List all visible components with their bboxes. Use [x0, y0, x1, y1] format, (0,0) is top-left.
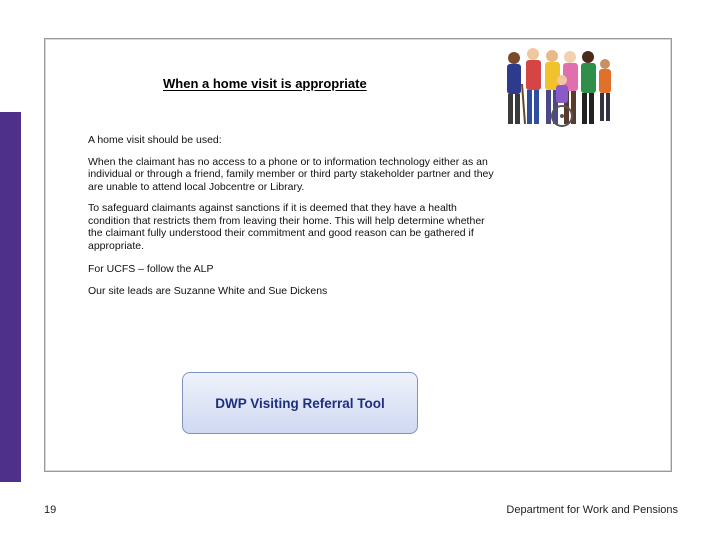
diverse-people-group-icon: [500, 44, 616, 130]
visiting-referral-tool-button[interactable]: DWP Visiting Referral Tool: [182, 372, 418, 434]
page-number: 19: [44, 504, 57, 516]
body-paragraph-intro: A home visit should be used:: [88, 134, 222, 146]
side-accent-bar: [0, 112, 21, 482]
footer-organisation: Department for Work and Pensions: [506, 504, 678, 516]
slide-body: [88, 134, 500, 306]
body-paragraph-ucfs: For UCFS – follow the ALP: [88, 263, 214, 275]
body-paragraph-no-access: When the claimant has no access to a phone or to information technology either as an individual or through a friend, family member or third party stakeholder partner and they are unable to attend local Jobcentre or Library.: [88, 155, 494, 193]
body-paragraph-safeguard: To safeguard claimants against sanctions if it is deemed that they have a health condition that restricts them from leaving their home. This will help determine whether the claimant fully understood their commitment and good reason can be gathered if appropriate.: [88, 202, 485, 252]
body-paragraph-site-leads: Our site leads are Suzanne White and Sue Dickens: [88, 284, 328, 297]
slide-title: When a home visit is appropriate: [163, 76, 367, 91]
